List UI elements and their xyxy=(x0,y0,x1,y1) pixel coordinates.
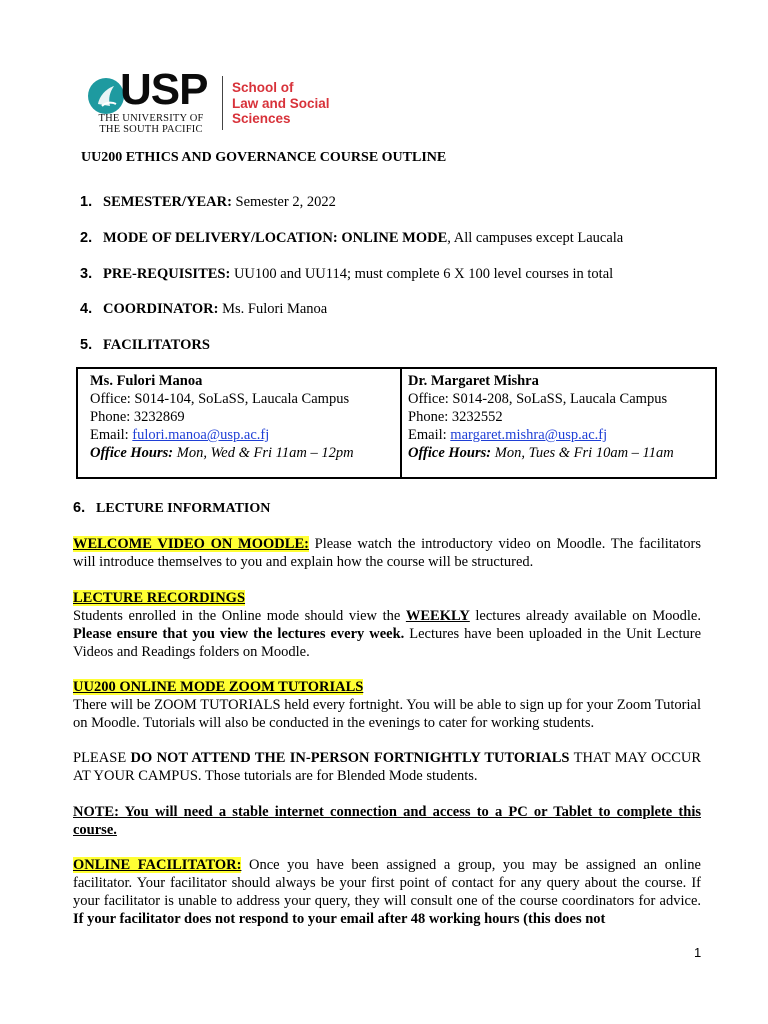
note-paragraph: NOTE: You will need a stable internet connection and access to a PC or Tablet to complete this course. xyxy=(73,804,701,838)
recordings-paragraph: LECTURE RECORDINGS Students enrolled in the Online mode should view the WEEKLY lectures already available on Moodle. Please ensure that you view the lectures every week. Lectures have been uploaded in the Unit Lecture Videos and Readings folders on Moodle. xyxy=(73,590,701,660)
recordings-heading: LECTURE RECORDINGS xyxy=(73,590,246,606)
item-prerequisites: 3. PRE-REQUISITES: UU100 and UU114; must complete 6 X 100 level courses in total xyxy=(80,266,614,282)
university-name: THE UNIVERSITY OF THE SOUTH PACIFIC xyxy=(98,113,204,135)
facilitator-paragraph: ONLINE FACILITATOR: Once you have been assigned a group, you may be assigned an online facilitator. Your facilitator should always be your first point of contact for any query about the course. If your facilitator is unable to address your query, they will consult one of the course coordinators for advice. If your facilitator does not respond to your email after 48 working hours (this does not xyxy=(73,857,701,927)
welcome-heading: WELCOME VIDEO ON MOODLE: xyxy=(73,536,309,552)
school-name: School of Law and Social Sciences xyxy=(232,80,330,126)
table-divider xyxy=(400,369,402,477)
logo-divider xyxy=(222,76,223,130)
zoom-heading: UU200 ONLINE MODE ZOOM TUTORIALS xyxy=(73,679,364,695)
usp-logo xyxy=(86,65,346,135)
item-mode: 2. MODE OF DELIVERY/LOCATION: ONLINE MODE, All campuses except Laucala xyxy=(80,230,624,246)
welcome-paragraph: WELCOME VIDEO ON MOODLE: Please watch the introductory video on Moodle. The facilitators will introduce themselves to you and explain how the course will be structured. xyxy=(73,536,701,570)
item-facilitators: 5. FACILITATORS xyxy=(80,337,210,353)
document-title: UU200 ETHICS AND GOVERNANCE COURSE OUTLINE xyxy=(81,150,447,165)
facilitator-email-link[interactable]: fulori.manoa@usp.ac.fj xyxy=(132,427,270,443)
item-coordinator: 4. COORDINATOR: Ms. Fulori Manoa xyxy=(80,301,328,317)
facilitator-card: Dr. Margaret Mishra Office: S014-208, SoLaSS, Laucala Campus Phone: 3232552 Email: margaret.mishra@usp.ac.fj Office Hours: Mon, Tues & Fri 10am – 11am xyxy=(408,373,674,461)
facilitator-email-link[interactable]: margaret.mishra@usp.ac.fj xyxy=(450,427,608,443)
facilitator-card: Ms. Fulori Manoa Office: S014-104, SoLaSS, Laucala Campus Phone: 3232869 Email: fulori.manoa@usp.ac.fj Office Hours: Mon, Wed & Fri 11am – 12pm xyxy=(90,373,354,461)
item-semester: 1. SEMESTER/YEAR: Semester 2, 2022 xyxy=(80,194,336,210)
facilitators-table xyxy=(76,367,717,479)
please-paragraph: PLEASE DO NOT ATTEND THE IN-PERSON FORTNIGHTLY TUTORIALS THAT MAY OCCUR AT YOUR CAMPUS. Those tutorials are for Blended Mode students. xyxy=(73,750,702,784)
online-facilitator-heading: ONLINE FACILITATOR: xyxy=(73,857,242,873)
page-number: 1 xyxy=(694,945,702,960)
logo-usp-text: USP xyxy=(120,65,208,114)
zoom-paragraph: UU200 ONLINE MODE ZOOM TUTORIALS There will be ZOOM TUTORIALS held every fortnight. You will be able to sign up for your Zoom Tutorial on Moodle. Tutorials will also be conducted in the evenings to cater for working students. xyxy=(73,679,701,731)
lecture-info-heading: 6. LECTURE INFORMATION xyxy=(73,500,271,516)
